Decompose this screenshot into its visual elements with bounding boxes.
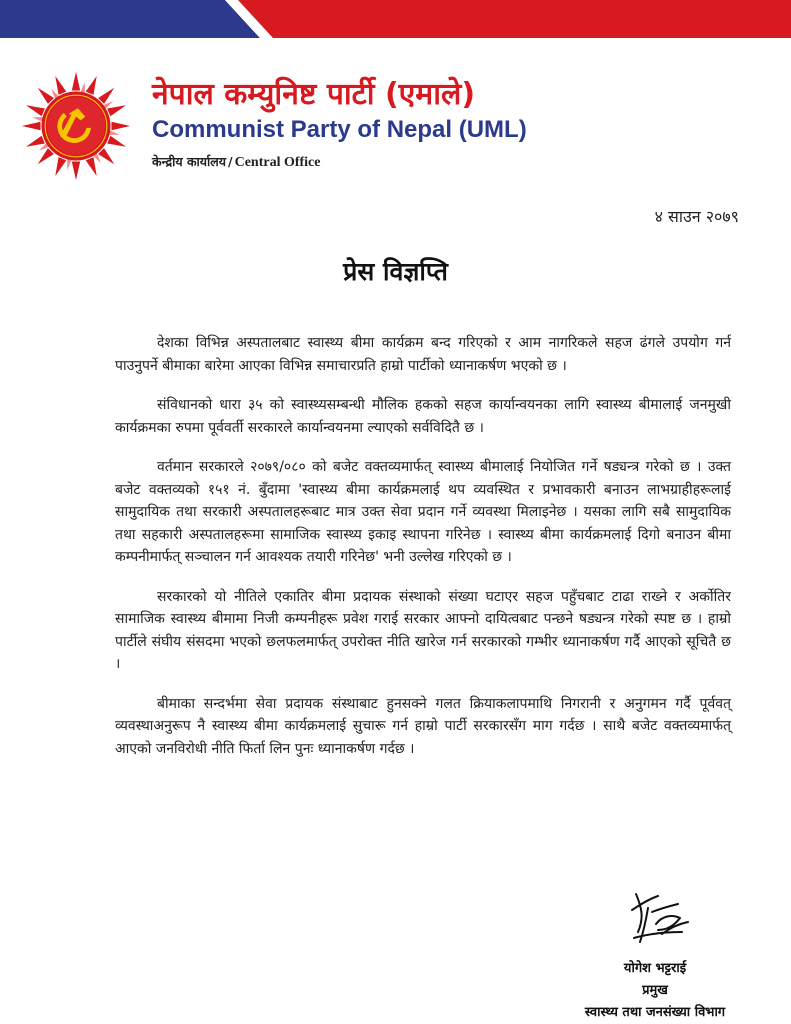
office-label xyxy=(152,153,321,171)
letter-date: ४ साउन २०७९ xyxy=(654,207,739,226)
body-paragraph-5: बीमाका सन्दर्भमा सेवा प्रदायक संस्थाबाट हुनसक्ने गलत क्रियाकलापमाथि निगरानी र अनुगमन गर्दै पूर्ववत् व्यवस्थाअनुरूप नै स्वास्थ्य बीमा कार्यक्रमलाई सुचारू गर्न हाम्रो पार्टी सरकारसँग माग गर्दछ । साथै बजेट वक्तव्यमार्फत् आएको जनविरोधी नीति फिर्ता लिन पुनः ध्यानाकर्षण गर्दछ । xyxy=(115,695,731,757)
party-name-nepali: नेपाल कम्युनिष्ट पार्टी (एमाले) xyxy=(152,77,476,112)
body-paragraph-3: वर्तमान सरकारले २०७९/०८० को बजेट वक्तव्यमार्फत् स्वास्थ्य बीमालाई नियोजित गर्ने षड्यन्त्र गरेको छ । उक्त बजेट वक्तव्यको १५१ नं. बुँदामा 'स्वास्थ्य बीमा कार्यक्रमलाई थप व्यवस्थित र प्रभावकारी बनाउन लाभग्राहीहरूलाई सामुदायिक तथा सरकारी अस्पतालहरूबाट मात्र उक्त सेवा प्रदान गर्ने व्यवस्था मिलाइनेछ । यसका लागि सबै सामुदायिक तथा सहकारी अस्पतालहरूमा सामाजिक स्वास्थ्य इकाइ स्थापना गरिनेछ । स्वास्थ्य बीमा कार्यक्रमलाई दिगो बनाउन बीमा कम्पनीमार्फत् सञ्चालन गर्न आवश्यक तयारी गरिनेछ' भनी उल्लेख गरिएको छ । xyxy=(115,459,731,565)
body-paragraph-2: संविधानको धारा ३५ को स्वास्थ्यसम्बन्धी मौलिक हकको सहज कार्यान्वयनका लागि स्वास्थ्य बीमालाई जनमुखी कार्यक्रमका रुपमा पूर्ववर्ती सरकारले कार्यान्वयनमा ल्याएको सर्वविदितै छ । xyxy=(115,397,731,436)
signatory-block xyxy=(540,958,770,1024)
office-label-nepali: केन्द्रीय कार्यालय xyxy=(152,154,226,169)
office-label-english: Central Office xyxy=(234,155,321,170)
header-color-band xyxy=(0,0,791,38)
signatory-department: स्वास्थ्य तथा जनसंख्या विभाग xyxy=(584,1005,726,1020)
office-label-separator: / xyxy=(228,154,233,169)
body-paragraph-1: देशका विभिन्न अस्पतालबाट स्वास्थ्य बीमा कार्यक्रम बन्द गरिएको र आम नागरिकले सहज ढंगले उपयोग गर्न पाउनुपर्ने बीमाका बारेमा आएका विभिन्न समाचारप्रति हाम्रो पार्टीको ध्यानाकर्षण भएको छ । xyxy=(115,335,731,374)
party-name-english: Communist Party of Nepal (UML) xyxy=(152,116,527,143)
press-release-title: प्रेस विज्ञप्ति xyxy=(343,257,448,286)
handwritten-signature-icon xyxy=(622,888,694,950)
letter-body xyxy=(115,332,731,777)
signatory-name: योगेश भट्टराई xyxy=(623,961,687,976)
signatory-title: प्रमुख xyxy=(642,983,668,998)
body-paragraph-4: सरकारको यो नीतिले एकातिर बीमा प्रदायक संस्थाको संख्या घटाएर सहज पहुँचबाट टाढा राख्ने र अर्कोतिर सामाजिक स्वास्थ्य बीमामा निजी कम्पनीहरू प्रवेश गराई सरकार आफ्नो दायित्वबाट पन्छने षड्यन्त्र गरेको स्पष्ट छ । हाम्रो पार्टीले संघीय संसदमा भएको छलफलमार्फत् उपरोक्त नीति खारेज गर्न सरकारको गम्भीर ध्यानाकर्षण गर्दै आएको सूचितै छ । xyxy=(115,588,731,672)
party-sun-emblem-icon xyxy=(20,70,132,182)
